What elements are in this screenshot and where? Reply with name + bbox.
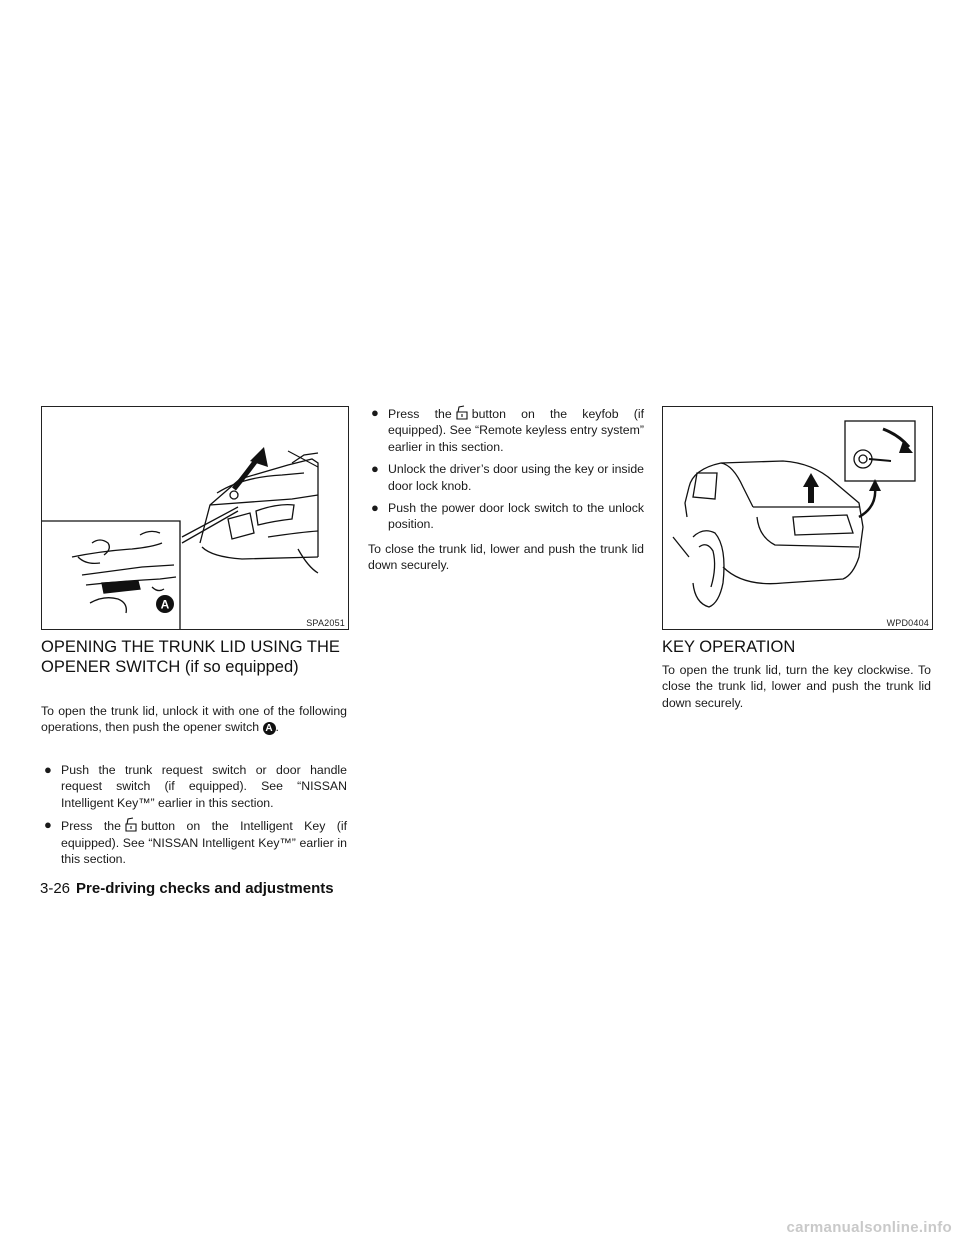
figure-code: SPA2051 — [306, 618, 345, 628]
unlock-methods-list-continued — [368, 405, 644, 539]
unlock-methods-list — [41, 762, 347, 873]
press-the-text: Press the — [61, 819, 121, 834]
key-operation-illustration — [663, 407, 932, 629]
section-title: Pre-driving checks and adjustments — [76, 880, 334, 897]
list-item-text: button on the Intelligent Key (if equipped). See “NISSAN Intelligent Key™” earlier in this section. — [61, 819, 347, 867]
key-operation-paragraph: To open the trunk lid, turn the key clockwise. To close the trunk lid, lower and push the trunk lid down securely. — [662, 663, 931, 710]
list-item — [41, 762, 347, 811]
list-item — [368, 500, 644, 533]
close-instructions: To close the trunk lid, lower and push the trunk lid down securely. — [368, 542, 644, 573]
label-a-icon: A — [263, 722, 276, 735]
page-footer — [40, 880, 334, 897]
press-the-text: Press the — [388, 407, 452, 421]
trunk-opener-figure — [41, 406, 349, 630]
list-item-text: Push the trunk request switch or door handle request switch (if equipped). See “NISSAN Intelligent Key™” earlier in this section. — [61, 763, 347, 810]
bullet-marker: ● — [44, 762, 52, 777]
trunk-open-icon — [455, 405, 469, 420]
list-item-text: Unlock the driver’s door using the key or inside door lock knob. — [388, 462, 644, 493]
intro-text: To open the trunk lid, unlock it with one of the following operations, then push the opener switch — [41, 704, 347, 735]
bullet-marker: ● — [371, 500, 379, 516]
list-item — [368, 461, 644, 494]
watermark: carmanualsonline.info — [786, 1219, 952, 1236]
key-operation-heading: KEY OPERATION — [662, 638, 796, 656]
intro-paragraph — [41, 703, 347, 736]
figure-code: WPD0404 — [886, 618, 929, 628]
list-item-text: button on the keyfob (if equipped). See “Remote keyless entry system” earlier in this section. — [388, 407, 644, 454]
trunk-open-icon — [124, 817, 138, 832]
label-a-marker — [156, 595, 174, 613]
list-item-text: Push the power door lock switch to the unlock position. — [388, 501, 644, 532]
page-number: 3-26 — [40, 880, 71, 897]
trunk-opener-illustration — [42, 407, 348, 629]
figure-label-a: A — [160, 597, 170, 612]
list-item — [368, 405, 644, 455]
intro-period: . — [275, 720, 279, 735]
key-operation-figure — [662, 406, 933, 630]
bullet-marker: ● — [371, 461, 379, 477]
section-heading: OPENING THE TRUNK LID USING THE OPENER SWITCH (if so equipped) — [41, 638, 340, 676]
bullet-marker: ● — [371, 405, 379, 420]
bullet-marker: ● — [44, 817, 52, 833]
list-item — [41, 817, 347, 867]
